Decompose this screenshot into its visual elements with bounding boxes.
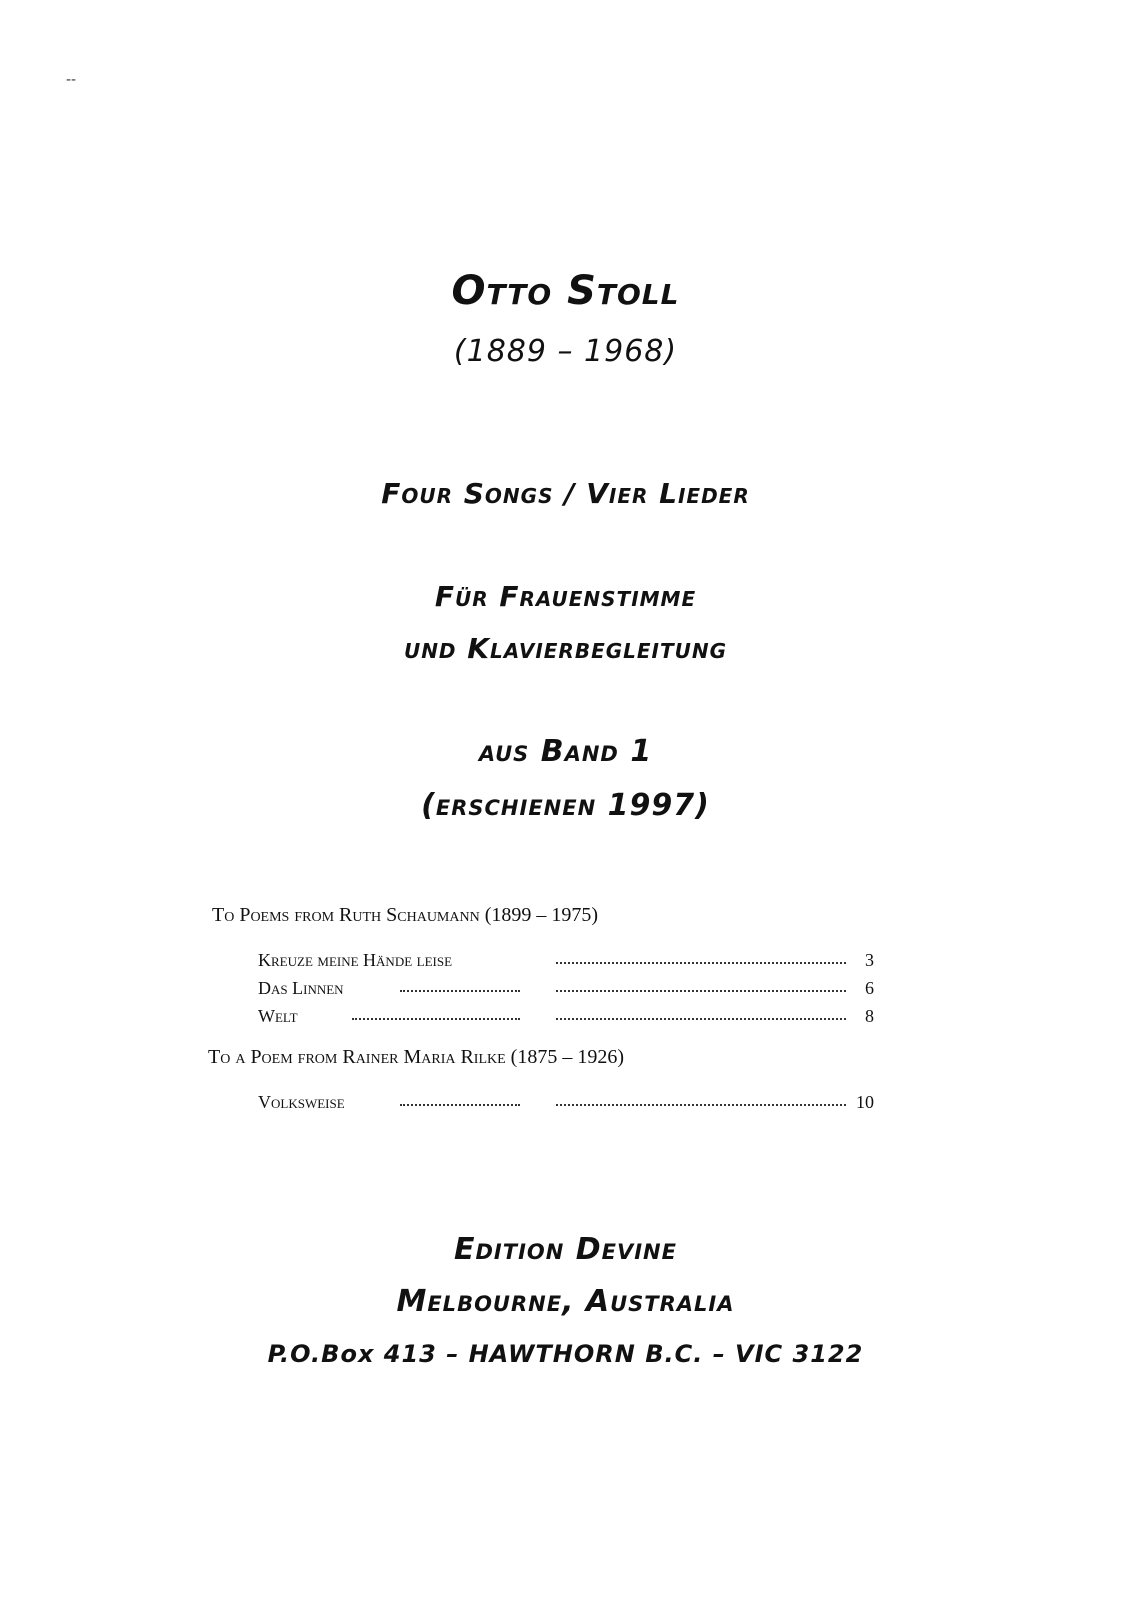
leader-dots [556,990,846,992]
voicing-line-1: Für Frauenstimme [434,580,697,613]
toc-entry-title: Kreuze meine Hände leise [258,950,453,970]
leader-dots [556,1104,846,1106]
toc-entry-page: 6 [865,978,874,998]
publisher-address: P.O.Box 413 – HAWTHORN B.C. – VIC 3122 [267,1340,864,1368]
leader-dots [400,1104,520,1106]
publisher-city: Melbourne, Australia [396,1284,735,1319]
toc-entry-title: Welt [258,1006,298,1026]
corner-mark: -- [66,72,77,88]
toc-entry [258,950,878,976]
volume-line-2: (erschienen 1997) [421,788,710,823]
toc-entry-title: Das Linnen [258,978,344,998]
toc-entry-title: Volksweise [258,1092,345,1112]
composer-name: Otto Stoll [451,268,680,314]
leader-dots [352,1018,520,1020]
leader-dots [556,962,846,964]
publisher-name: Edition Devine [454,1232,677,1267]
leader-dots [400,990,520,992]
toc-entry [258,1092,878,1118]
toc-entry [258,1006,878,1032]
composer-dates: (1889 – 1968) [453,334,678,369]
toc-entry [258,978,878,1004]
volume-line-1: aus Band 1 [478,734,653,769]
section-heading-schaumann: To Poems from Ruth Schaumann (1899 – 1975) [212,904,599,926]
leader-dots [556,1018,846,1020]
toc-entry-page: 10 [856,1092,874,1112]
voicing-line-2: und Klavierbegleitung [403,632,728,665]
section-heading-rilke: To a Poem from Rainer Maria Rilke (1875 – 1926) [208,1046,625,1068]
toc-entry-page: 8 [865,1006,874,1026]
toc-entry-page: 3 [865,950,874,970]
work-title: Four Songs / Vier Lieder [381,477,750,510]
